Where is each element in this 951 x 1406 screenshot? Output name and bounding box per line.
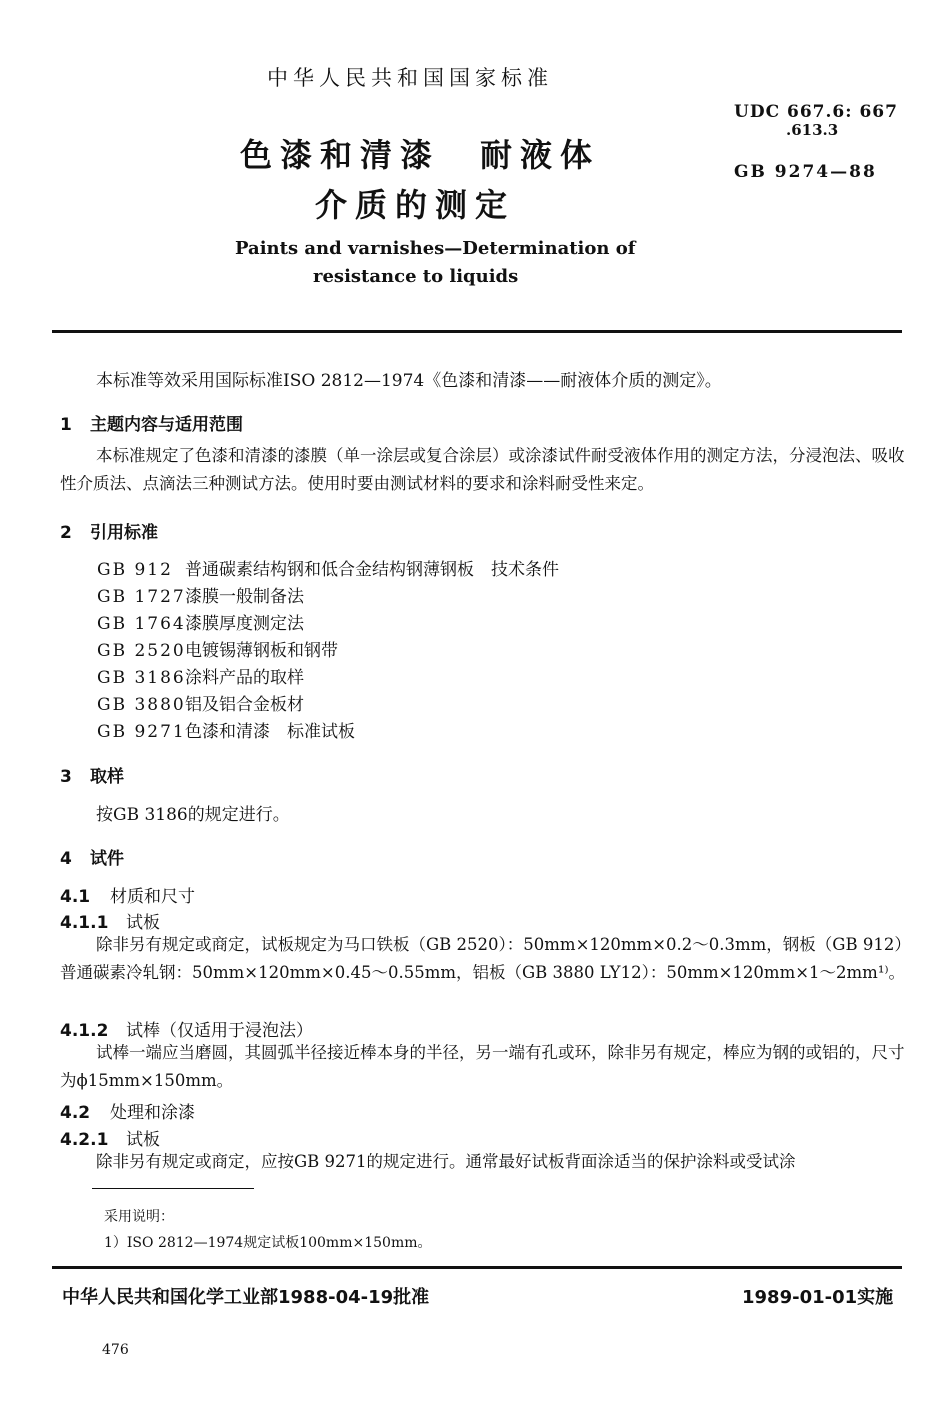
header-divider (52, 330, 902, 333)
section-3-heading (60, 762, 124, 787)
section-2-heading (60, 518, 158, 543)
section-number: 4 (60, 849, 72, 869)
subsection-number: 4.1 (60, 887, 91, 907)
standard-row (97, 690, 304, 715)
footnote-divider (92, 1188, 254, 1189)
page-number: 476 (102, 1342, 129, 1358)
section-4-heading (60, 844, 124, 869)
udc-code-line2: .613.3 (786, 121, 839, 139)
subsection-4-2-1-text: 除非另有规定或商定，应按GB 9271的规定进行。通常最好试板背面涂适当的保护涂料或受试涂 (96, 1152, 796, 1171)
section-3-text: 按GB 3186的规定进行。 (96, 805, 290, 825)
standard-code: GB 1727 (97, 587, 186, 607)
standard-row (97, 717, 355, 742)
section-1-heading (60, 410, 243, 435)
standard-row (97, 555, 559, 580)
standard-name: 铝及铝合金板材 (185, 695, 304, 715)
standard-name: 漆膜一般制备法 (185, 587, 304, 607)
effective-date: 1989-01-01实施 (742, 1287, 894, 1308)
section-title: 试件 (90, 849, 124, 869)
footnote-label: 采用说明： (104, 1209, 174, 1225)
standard-code: GB 912 (97, 560, 173, 580)
udc-code-line1: UDC 667.6: 667 (734, 102, 898, 122)
subsection-4-1-2-heading (60, 1016, 313, 1041)
subsection-4-1-1-text: 除非另有规定或商定，试板规定为马口铁板（GB 2520）：50mm×120mm×0.2～0.3mm，钢板（GB 912）普通碳素冷轧钢：50mm×120mm×0.45～0.55mm，铝板（GB 3880 LY12）：50mm×120mm×1～2mm¹⁾。 (60, 935, 905, 982)
standard-name: 漆膜厚度测定法 (185, 614, 304, 634)
standard-code: GB 2520 (97, 641, 186, 661)
subsection-title: 试板 (126, 913, 160, 933)
subsection-4-1-2-text: 试棒一端应当磨圆，其圆弧半径接近棒本身的半径，另一端有孔或环，除非另有规定，棒应为钢的或铝的，尺寸为ϕ15mm×150mm。 (60, 1043, 905, 1090)
section-number: 3 (60, 767, 72, 787)
section-title: 取样 (90, 767, 124, 787)
subsection-title: 材质和尺寸 (110, 887, 195, 907)
standard-code: GB 3880 (97, 695, 186, 715)
footer-divider (52, 1266, 902, 1269)
title-cn-line2: 介质的测定 (315, 186, 516, 224)
section-number: 2 (60, 523, 72, 543)
standard-code: GB 3186 (97, 668, 186, 688)
standard-row (97, 636, 338, 661)
subsection-number: 4.1.1 (60, 913, 109, 933)
standard-name: 涂料产品的取样 (185, 668, 304, 688)
section-number: 1 (60, 415, 72, 435)
intro-text: 本标准等效采用国际标准ISO 2812—1974《色漆和清漆——耐液体介质的测定》。 (96, 371, 722, 391)
title-en-line1: Paints and varnishes—Determination of (235, 238, 636, 259)
subsection-title: 试板 (126, 1130, 160, 1150)
standard-name: 电镀锡薄钢板和钢带 (185, 641, 338, 661)
national-standard-heading: 中华人民共和国国家标准 (267, 66, 553, 90)
footnote-1: 1）ISO 2812—1974规定试板100mm×150mm。 (104, 1235, 432, 1251)
title-cn-line1: 色漆和清漆 耐液体 (240, 136, 601, 174)
subsection-4-2-1-heading (60, 1125, 160, 1150)
standard-code: GB 9271 (97, 722, 186, 742)
approval-text: 中华人民共和国化学工业部1988-04-19批准 (62, 1287, 430, 1308)
subsection-number: 4.2.1 (60, 1130, 109, 1150)
subsection-number: 4.2 (60, 1103, 91, 1123)
standard-code: GB 1764 (97, 614, 186, 634)
subsection-4-1-1-heading (60, 908, 160, 933)
section-1-text: 本标准规定了色漆和清漆的漆膜（单一涂层或复合涂层）或涂漆试件耐受液体作用的测定方法，分浸泡法、吸收性介质法、点滴法三种测试方法。使用时要由测试材料的要求和涂料耐受性来定。 (60, 446, 905, 493)
gb-number: GB 9274—88 (734, 162, 877, 182)
section-title: 引用标准 (90, 523, 158, 543)
standard-row (97, 609, 304, 634)
subsection-number: 4.1.2 (60, 1021, 109, 1041)
subsection-title: 处理和涂漆 (110, 1103, 195, 1123)
subsection-title: 试棒（仅适用于浸泡法） (126, 1021, 313, 1041)
title-en-line2: resistance to liquids (313, 266, 519, 287)
standard-row (97, 582, 304, 607)
subsection-4-2-heading (60, 1098, 195, 1123)
section-title: 主题内容与适用范围 (90, 415, 243, 435)
standard-name: 普通碳素结构钢和低合金结构钢薄钢板 技术条件 (185, 560, 559, 580)
standard-row (97, 663, 304, 688)
standard-name: 色漆和清漆 标准试板 (185, 722, 355, 742)
subsection-4-1-heading (60, 882, 195, 907)
